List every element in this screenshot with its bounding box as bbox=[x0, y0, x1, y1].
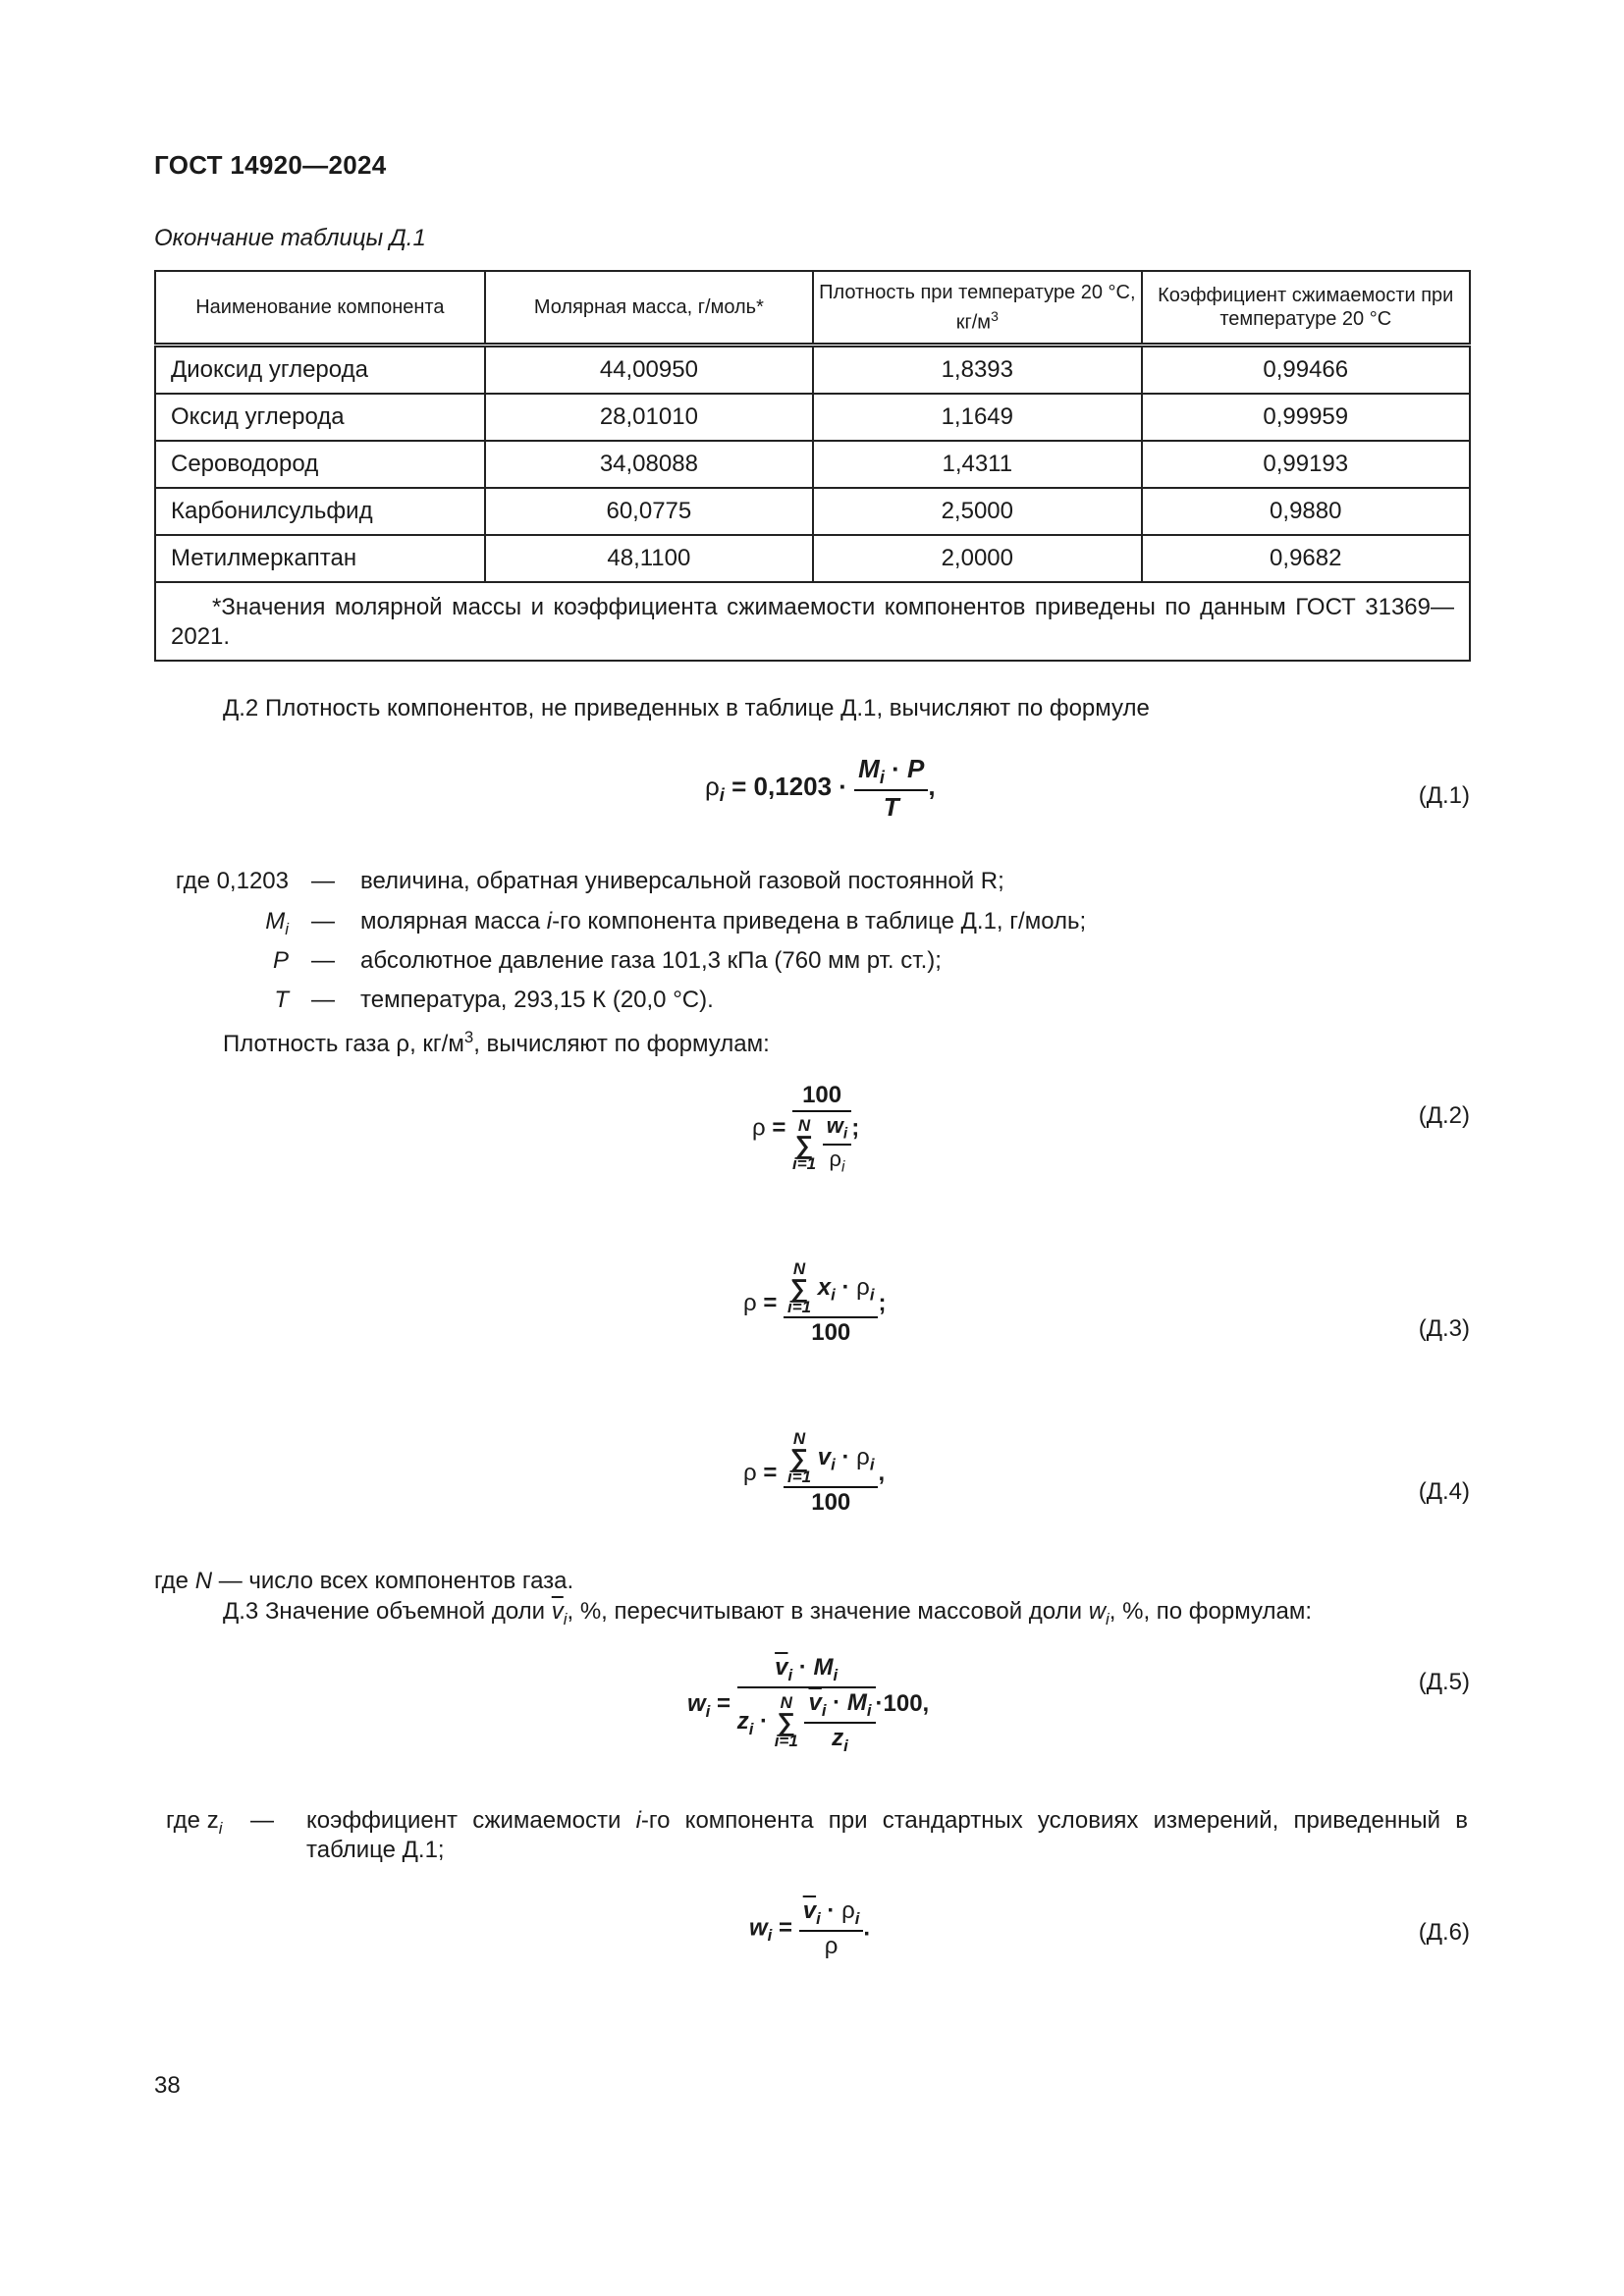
cell-molar-mass: 44,00950 bbox=[485, 346, 813, 395]
cell-component-name: Оксид углерода bbox=[155, 394, 485, 441]
document-header: ГОСТ 14920—2024 bbox=[154, 150, 387, 180]
table-footnote: *Значения молярной массы и коэффициента сжимаемости компонентов приведены по данным ГОСТ 31369—2021. bbox=[171, 594, 1454, 650]
cell-compressibility: 0,9880 bbox=[1142, 488, 1471, 535]
table-header-row bbox=[155, 271, 1470, 346]
table-row bbox=[155, 346, 1470, 395]
col-header-density: Плотность при температуре 20 °С, $кг/м^3$ bbox=[813, 271, 1141, 346]
formula-d1-number: (Д.1) bbox=[1418, 782, 1470, 809]
table-row bbox=[155, 394, 1470, 441]
table-row bbox=[155, 535, 1470, 582]
cell-compressibility: 0,9682 bbox=[1142, 535, 1471, 582]
col-header-molar-mass: Молярная масса, г/моль* bbox=[485, 271, 813, 346]
cell-density: 2,0000 bbox=[813, 535, 1141, 582]
col-header-compressibility: Коэффициент сжимаемости при температуре 20 °С bbox=[1142, 271, 1471, 346]
cell-molar-mass: 60,0775 bbox=[485, 488, 813, 535]
table-footnote-row bbox=[155, 582, 1470, 661]
table-row bbox=[155, 441, 1470, 488]
formula-d2: ρ = 100 N ∑ i=1 $\frac{w_i}{\rho_i}$ ; bbox=[752, 1082, 860, 1176]
formula-d6-number: (Д.6) bbox=[1418, 1919, 1470, 1946]
cell-density: 1,8393 bbox=[813, 346, 1141, 395]
where-item-pressure: P — абсолютное давление газа 101,3 кПа (760 мм рт. ст.); bbox=[272, 947, 942, 974]
cell-density: 1,4311 bbox=[813, 441, 1141, 488]
gas-density-intro: Плотность газа ρ, $кг/м^3$, вычисляют по формулам: bbox=[223, 1028, 770, 1057]
formula-d3-number: (Д.3) bbox=[1418, 1315, 1470, 1342]
formula-d3: ρ = N ∑ i=1 $x_i \cdot \rho_i$ 100 ; bbox=[743, 1259, 887, 1346]
where-item-const: где 0,1203 — величина, обратная универсальной газовой постоянной R; bbox=[175, 868, 1004, 894]
cell-molar-mass: 28,01010 bbox=[485, 394, 813, 441]
n-definition: где N — число всех компонентов газа. bbox=[154, 1568, 574, 1594]
cell-compressibility: 0,99466 bbox=[1142, 346, 1471, 395]
where-item-molar-mass: $M_i$ — молярная масса i-го компонента приведена в таблице Д.1, г/моль; bbox=[265, 908, 1087, 938]
where-item-compressibility: где $z_i$ — коэффициент сжимаемости i-го компонента при стандартных условиях измерений, приведенный в таблице Д.1; bbox=[166, 1807, 1468, 1863]
cell-component-name: Диоксид углерода bbox=[155, 346, 485, 395]
cell-molar-mass: 34,08088 bbox=[485, 441, 813, 488]
formula-d2-number: (Д.2) bbox=[1418, 1102, 1470, 1129]
col-header-name: Наименование компонента bbox=[155, 271, 485, 346]
cell-component-name: Карбонилсульфид bbox=[155, 488, 485, 535]
cell-component-name: Сероводород bbox=[155, 441, 485, 488]
table-caption: Окончание таблицы Д.1 bbox=[154, 225, 426, 251]
cell-molar-mass: 48,1100 bbox=[485, 535, 813, 582]
cell-component-name: Метилмеркаптан bbox=[155, 535, 485, 582]
cell-compressibility: 0,99959 bbox=[1142, 394, 1471, 441]
section-d2-intro: Д.2 Плотность компонентов, не приведенных в таблице Д.1, вычисляют по формуле bbox=[223, 695, 1150, 721]
formula-d4-number: (Д.4) bbox=[1418, 1478, 1470, 1505]
formula-d5: $w_i$ = $\overline{v}_i \cdot M_i$ $z_i \cdot N$ ∑ i=1 $\frac{\overline{v}_i \cdot M_i}{z_i}$ ·100, bbox=[687, 1654, 930, 1755]
components-table bbox=[154, 270, 1471, 662]
formula-d1: $\rho_i = 0,1203$ · $\frac{M_i \cdot P}{T}$ , bbox=[705, 754, 936, 823]
section-d3-intro: Д.3 Значение объемной доли $\overline{v}_i$, %, пересчитывают в значение массовой доли $w_i$, %, по формулам: bbox=[223, 1598, 1312, 1629]
formula-d6: $w_i$ = $\frac{\overline{v}_i \cdot \rho_i}{\rho}$ . bbox=[749, 1897, 871, 1959]
cell-compressibility: 0,99193 bbox=[1142, 441, 1471, 488]
formula-d5-number: (Д.5) bbox=[1418, 1669, 1470, 1695]
table-row bbox=[155, 488, 1470, 535]
where-item-temperature: T — температура, 293,15 К (20,0 °С). bbox=[274, 987, 714, 1013]
cell-density: 2,5000 bbox=[813, 488, 1141, 535]
cell-density: 1,1649 bbox=[813, 394, 1141, 441]
page-number: 38 bbox=[154, 2072, 181, 2099]
formula-d4: ρ = N ∑ i=1 $v_i \cdot \rho_i$ 100 , bbox=[743, 1429, 886, 1516]
